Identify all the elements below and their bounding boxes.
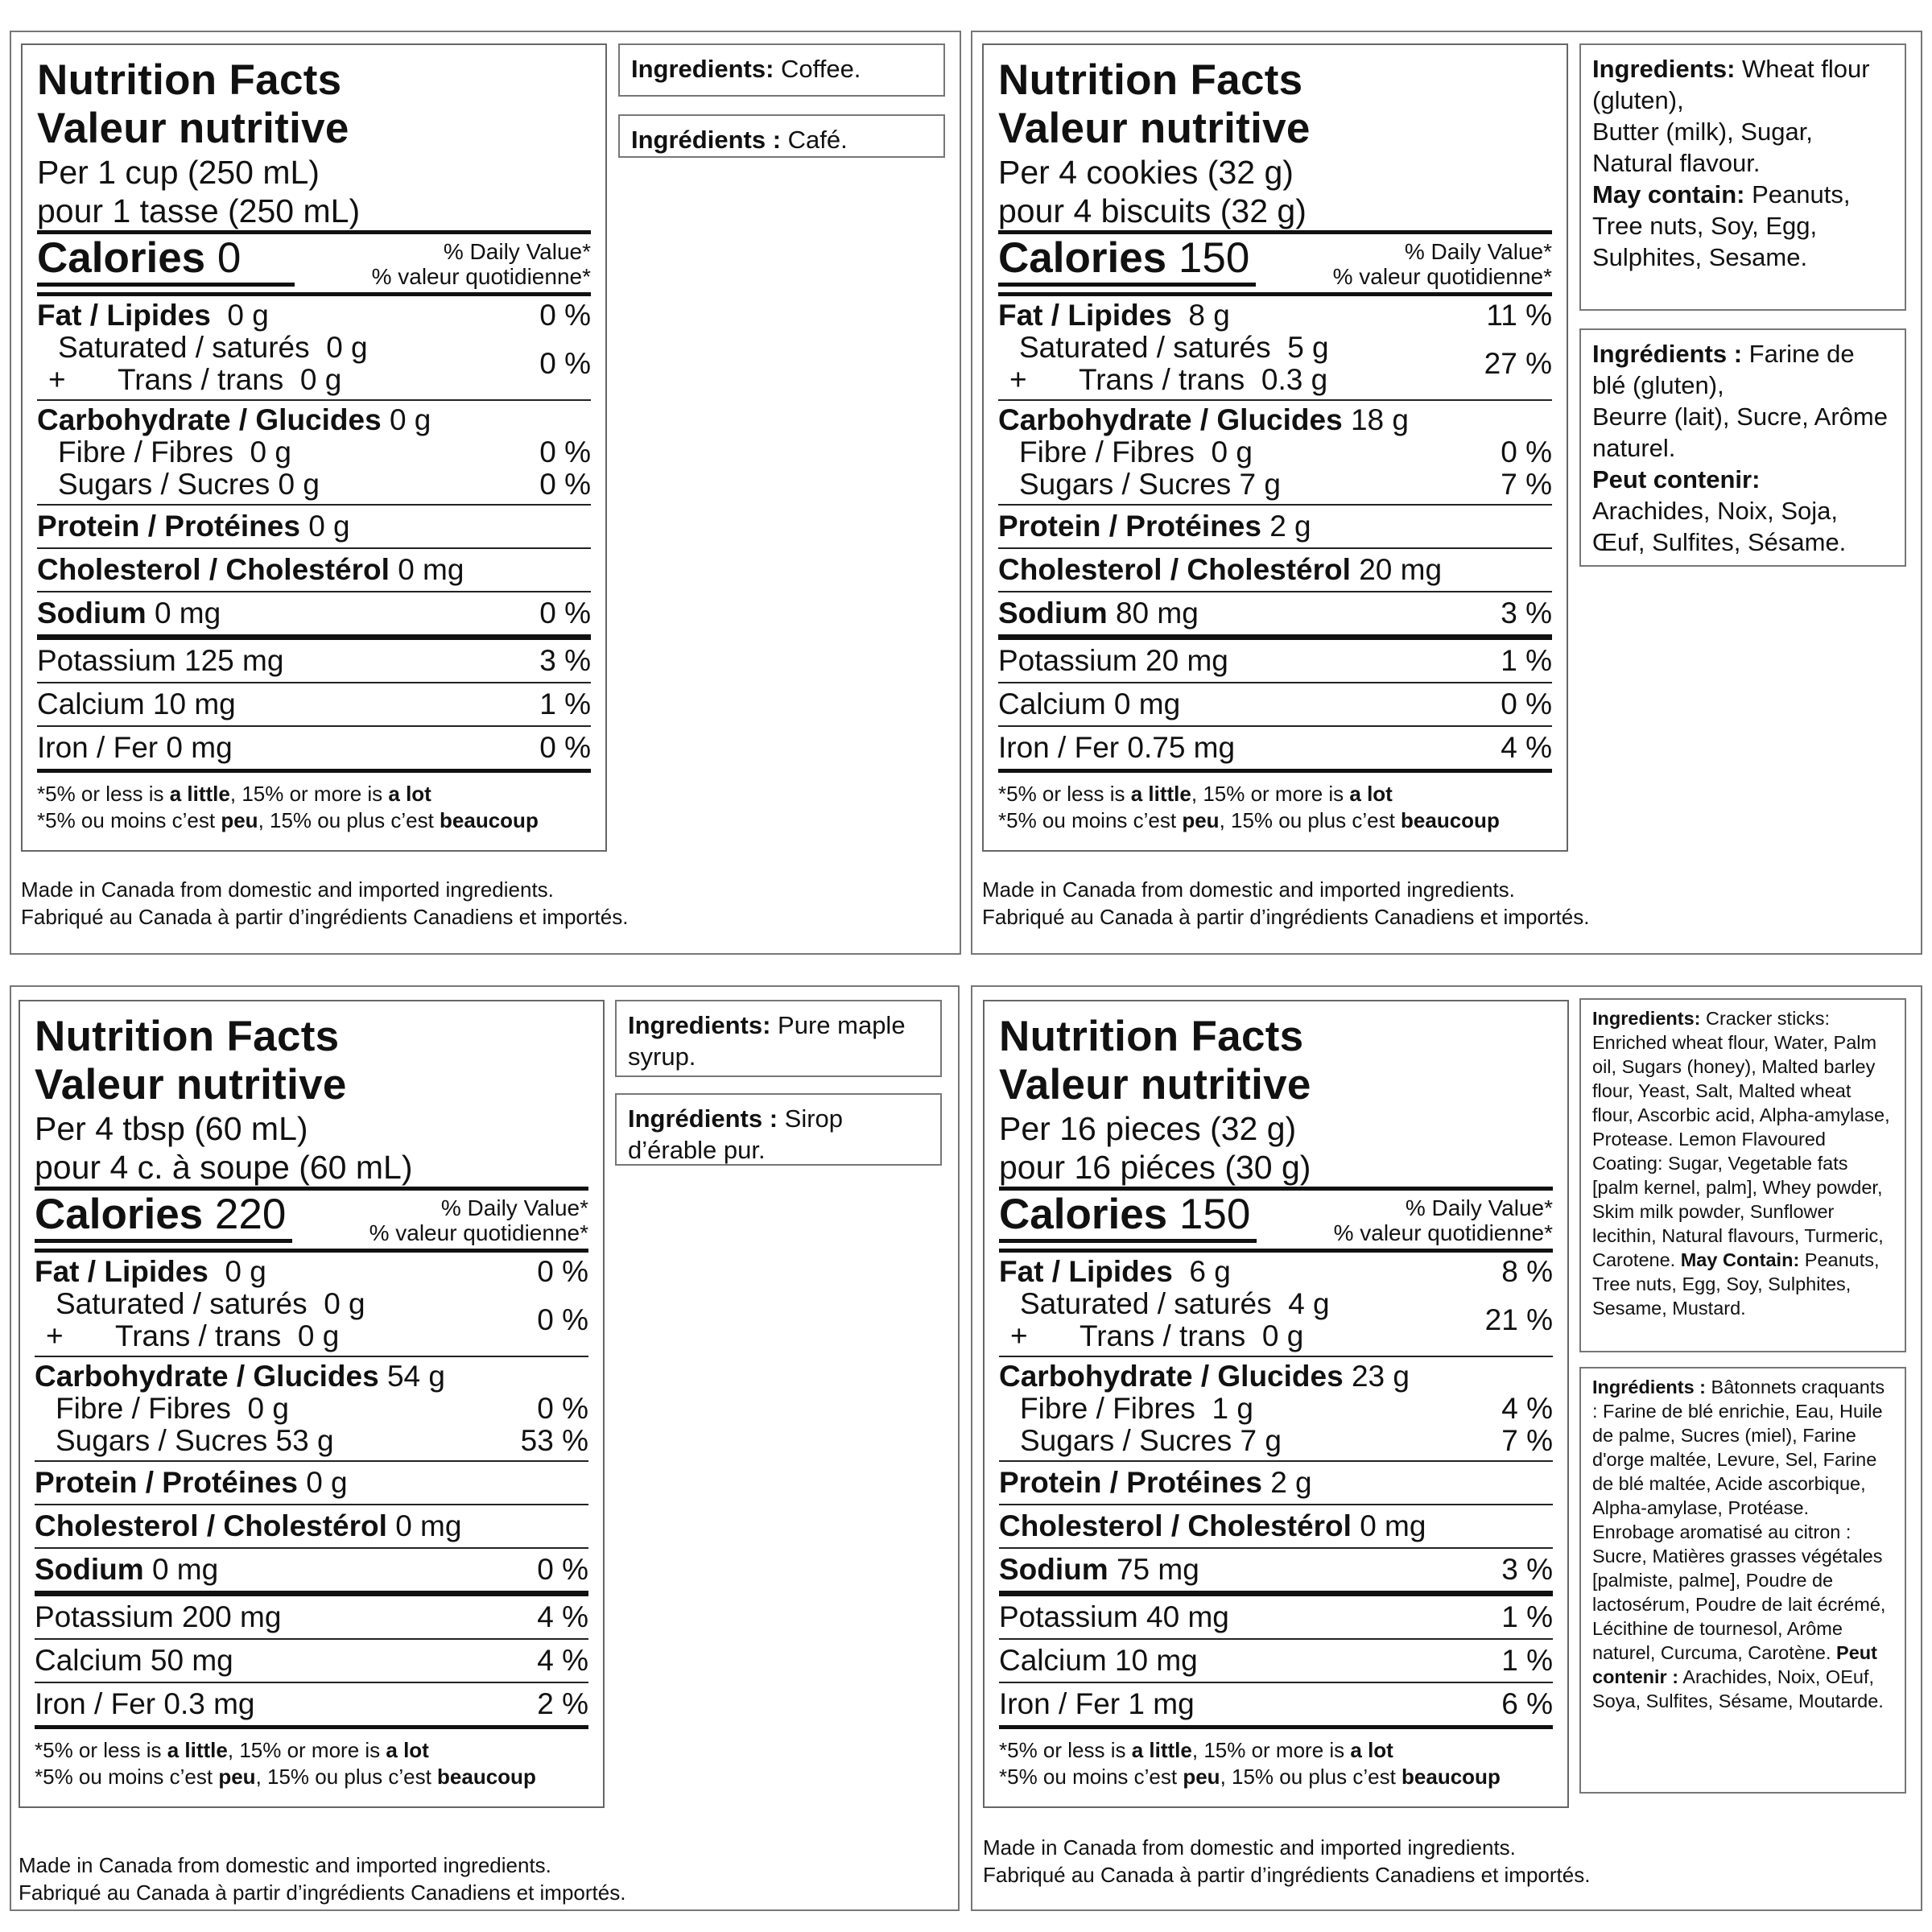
cholesterol-row: Cholesterol / Cholestérol 0 mg [999,1509,1426,1542]
divider [998,399,1552,401]
sodium-row: Sodium 0 mg 0 % [37,597,591,630]
cholesterol-row: Cholesterol / Cholestérol 0 mg [37,553,464,586]
title-fr: Valeur nutritive [35,1061,347,1108]
calories-value: 220 [214,1191,287,1238]
calcium-row: Calcium 50 mg 4 % [35,1644,588,1677]
saturated-trans-row: Saturated / saturés 0 g + Trans / trans 0 g 0 % [46,1287,588,1352]
serving-en: Per 4 cookies (32 g) [998,154,1294,191]
footnote: *5% or less is a little, 15% or more is a lot *5% ou moins c’est peu, 15% ou plus c’est beaucoup [37,782,539,832]
made-in-canada-note: Made in Canada from domestic and imported ingredients. Fabriqué au Canada à partir d’ingrédients Canadiens et importés. [982,877,1590,929]
potassium-row: Potassium 200 mg 4 % [35,1600,588,1633]
title-fr: Valeur nutritive [999,1061,1311,1108]
calories-label: Calories [999,1191,1168,1238]
potassium-row: Potassium 20 mg 1 % [998,644,1552,677]
protein-row: Protein / Protéines 0 g [37,510,350,543]
divider [37,634,591,640]
calories-value: 0 [217,234,242,282]
iron-row: Iron / Fer 0 mg 0 % [37,731,591,764]
ingredients-fr: Ingrédients : Farine de blé (gluten), Beurre (lait), Sucre, Arôme naturel. Peut contenir: Arachides, Noix, Soja, Œuf, Sulfites, Sésame. [1579,328,1906,567]
made-in-canada-note: Made in Canada from domestic and imported ingredients. Fabriqué au Canada à partir d’ingrédients Canadiens et importés. [19,1853,626,1905]
carbohydrate-row: Carbohydrate / Glucides 23 g [999,1360,1410,1393]
carbohydrate-row: Carbohydrate / Glucides 54 g [35,1360,445,1393]
calories-row [37,234,591,287]
divider [37,399,591,401]
nutrition-facts-table [983,1000,1569,1808]
fibre-row: Fibre / Fibres 0 g 0 % [58,436,591,469]
saturated-trans-row: Saturated / saturés 0 g + Trans / trans 0 g 0 % [48,331,591,396]
fibre-row: Fibre / Fibres 0 g 0 % [56,1392,588,1425]
ingredients-fr: Ingrédients : Café. [618,114,945,158]
title-en: Nutrition Facts [37,56,342,104]
divider [999,1356,1553,1357]
divider [37,769,591,773]
divider [998,634,1552,640]
nutrition-facts-table [982,43,1568,852]
ingredients-en: Ingredients: Pure maple syrup. [615,1000,942,1077]
nutrition-facts-table [19,1000,605,1808]
serving-en: Per 4 tbsp (60 mL) [35,1110,308,1147]
divider [35,1249,588,1253]
calcium-row: Calcium 10 mg 1 % [999,1644,1553,1677]
divider [998,292,1552,296]
divider [35,1591,588,1596]
dv-header-fr: % valeur quotidienne* [1333,1220,1553,1245]
ingredients-en: Ingredients: Coffee. [618,43,945,97]
serving-fr: pour 16 piéces (30 g) [999,1149,1311,1186]
sodium-row: Sodium 75 mg 3 % [999,1553,1553,1586]
footnote: *5% or less is a little, 15% or more is a lot *5% ou moins c’est peu, 15% ou plus c’est beaucoup [999,1738,1501,1789]
fibre-row: Fibre / Fibres 1 g 4 % [1020,1392,1553,1425]
divider [999,1591,1553,1596]
title-en: Nutrition Facts [35,1013,340,1060]
protein-row: Protein / Protéines 2 g [998,510,1311,543]
dv-header-en: % Daily Value* [443,239,591,264]
dv-header-en: % Daily Value* [1405,1195,1553,1220]
divider [35,1356,588,1357]
saturated-trans-row: Saturated / saturés 4 g + Trans / trans 0 g 21 % [1010,1287,1553,1352]
iron-row: Iron / Fer 1 mg 6 % [999,1687,1553,1720]
sodium-row: Sodium 0 mg 0 % [35,1553,588,1586]
fat-row: Fat / Lipides 6 g 8 % [999,1255,1553,1288]
title-en: Nutrition Facts [998,56,1303,104]
sodium-row: Sodium 80 mg 3 % [998,597,1552,630]
made-in-canada-note: Made in Canada from domestic and imported ingredients. Fabriqué au Canada à partir d’ingrédients Canadiens et importés. [983,1835,1591,1887]
calcium-row: Calcium 10 mg 1 % [37,687,591,720]
potassium-row: Potassium 125 mg 3 % [37,644,591,677]
title-fr: Valeur nutritive [37,105,349,152]
calcium-row: Calcium 0 mg 0 % [998,687,1552,720]
serving-fr: pour 4 c. à soupe (60 mL) [35,1149,413,1186]
serving-fr: pour 4 biscuits (32 g) [998,192,1307,229]
divider [35,1725,588,1729]
fat-row: Fat / Lipides 0 g 0 % [35,1255,588,1288]
protein-row: Protein / Protéines 0 g [35,1466,348,1499]
dv-header-en: % Daily Value* [440,1195,588,1220]
potassium-row: Potassium 40 mg 1 % [999,1600,1553,1633]
ingredients-en: Ingredients: Cracker sticks: Enriched wheat flour, Water, Palm oil, Sugars (honey), Malted barley flour, Yeast, Salt, Malted wheat flour, Ascorbic acid, Alpha-amylase, Protease. Lemon Flavoured Coating: Sugar, Vegetable fats [palm kernel, palm], Whey powder, Skim milk powder, Sunflower lecithin, Natural flavours, Turmeric, Carotene. May Contain: Peanuts, Tree nuts, Egg, Soy, Sulphites, Sesame, Mustard. [1579,998,1906,1352]
iron-row: Iron / Fer 0.75 mg 4 % [998,731,1552,764]
calories-row [998,234,1552,287]
cholesterol-row: Cholesterol / Cholestérol 20 mg [998,553,1443,586]
dv-header-fr: % valeur quotidienne* [1332,264,1552,289]
saturated-trans-row: Saturated / saturés 5 g + Trans / trans 0.3 g 27 % [1009,331,1552,396]
dv-header-fr: % valeur quotidienne* [371,264,591,289]
title-fr: Valeur nutritive [998,105,1311,152]
calories-row [999,1191,1553,1244]
fat-row: Fat / Lipides 8 g 11 % [998,299,1552,332]
dv-header-fr: % valeur quotidienne* [369,1220,588,1245]
ingredients-en: Ingredients: Wheat flour (gluten), Butter (milk), Sugar, Natural flavour. May contain: Peanuts, Tree nuts, Soy, Egg, Sulphites, Sesame. [1579,43,1906,311]
ingredients-fr: Ingrédients : Sirop d’érable pur. [615,1093,942,1166]
serving-fr: pour 1 tasse (250 mL) [37,192,361,229]
footnote: *5% or less is a little, 15% or more is a lot *5% ou moins c’est peu, 15% ou plus c’est beaucoup [35,1738,536,1789]
sugars-row: Sugars / Sucres 0 g 0 % [58,468,591,501]
carbohydrate-row: Carbohydrate / Glucides 0 g [37,403,431,436]
iron-row: Iron / Fer 0.3 mg 2 % [35,1687,588,1720]
dv-header-en: % Daily Value* [1404,239,1552,264]
calories-label: Calories [998,234,1167,282]
title-en: Nutrition Facts [999,1013,1304,1060]
sugars-row: Sugars / Sucres 7 g 7 % [1020,1424,1553,1457]
calories-label: Calories [35,1191,204,1238]
made-in-canada-note: Made in Canada from domestic and imported ingredients. Fabriqué au Canada à partir d’ingrédients Canadiens et importés. [21,877,629,929]
calories-row [35,1191,588,1244]
sugars-row: Sugars / Sucres 53 g 53 % [56,1424,588,1457]
serving-en: Per 1 cup (250 mL) [37,154,320,191]
divider [999,1249,1553,1253]
divider [37,292,591,296]
ingredients-fr: Ingrédients : Bâtonnets craquants : Farine de blé enrichie, Eau, Huile de palme, Sucres (miel), Farine d'orge maltée, Levure, Sel, Farine de blé maltée, Acide ascorbique, Alpha-amylase, Protéase. Enrobage aromatisé au citron : Sucre, Matières grasses végétales [palmiste, palme], Poudre de lactosérum, Poudre de lait écrémé, Lécithine de tournesol, Arôme naturel, Curcuma, Carotène. Peut contenir : Arachides, Noix, OEuf, Soya, Sulfites, Sésame, Moutarde. [1579,1367,1906,1794]
divider [998,769,1552,773]
calories-label: Calories [37,234,206,282]
carbohydrate-row: Carbohydrate / Glucides 18 g [998,403,1409,436]
calories-value: 150 [1179,1191,1251,1238]
cholesterol-row: Cholesterol / Cholestérol 0 mg [35,1509,462,1542]
sugars-row: Sugars / Sucres 7 g 7 % [1019,468,1552,501]
footnote: *5% or less is a little, 15% or more is a lot *5% ou moins c’est peu, 15% ou plus c’est beaucoup [998,782,1500,832]
calories-value: 150 [1178,234,1250,282]
fat-row: Fat / Lipides 0 g 0 % [37,299,591,332]
divider [999,1725,1553,1729]
serving-en: Per 16 pieces (32 g) [999,1110,1297,1147]
fibre-row: Fibre / Fibres 0 g 0 % [1019,436,1552,469]
protein-row: Protein / Protéines 2 g [999,1466,1312,1499]
nutrition-facts-table [21,43,607,852]
